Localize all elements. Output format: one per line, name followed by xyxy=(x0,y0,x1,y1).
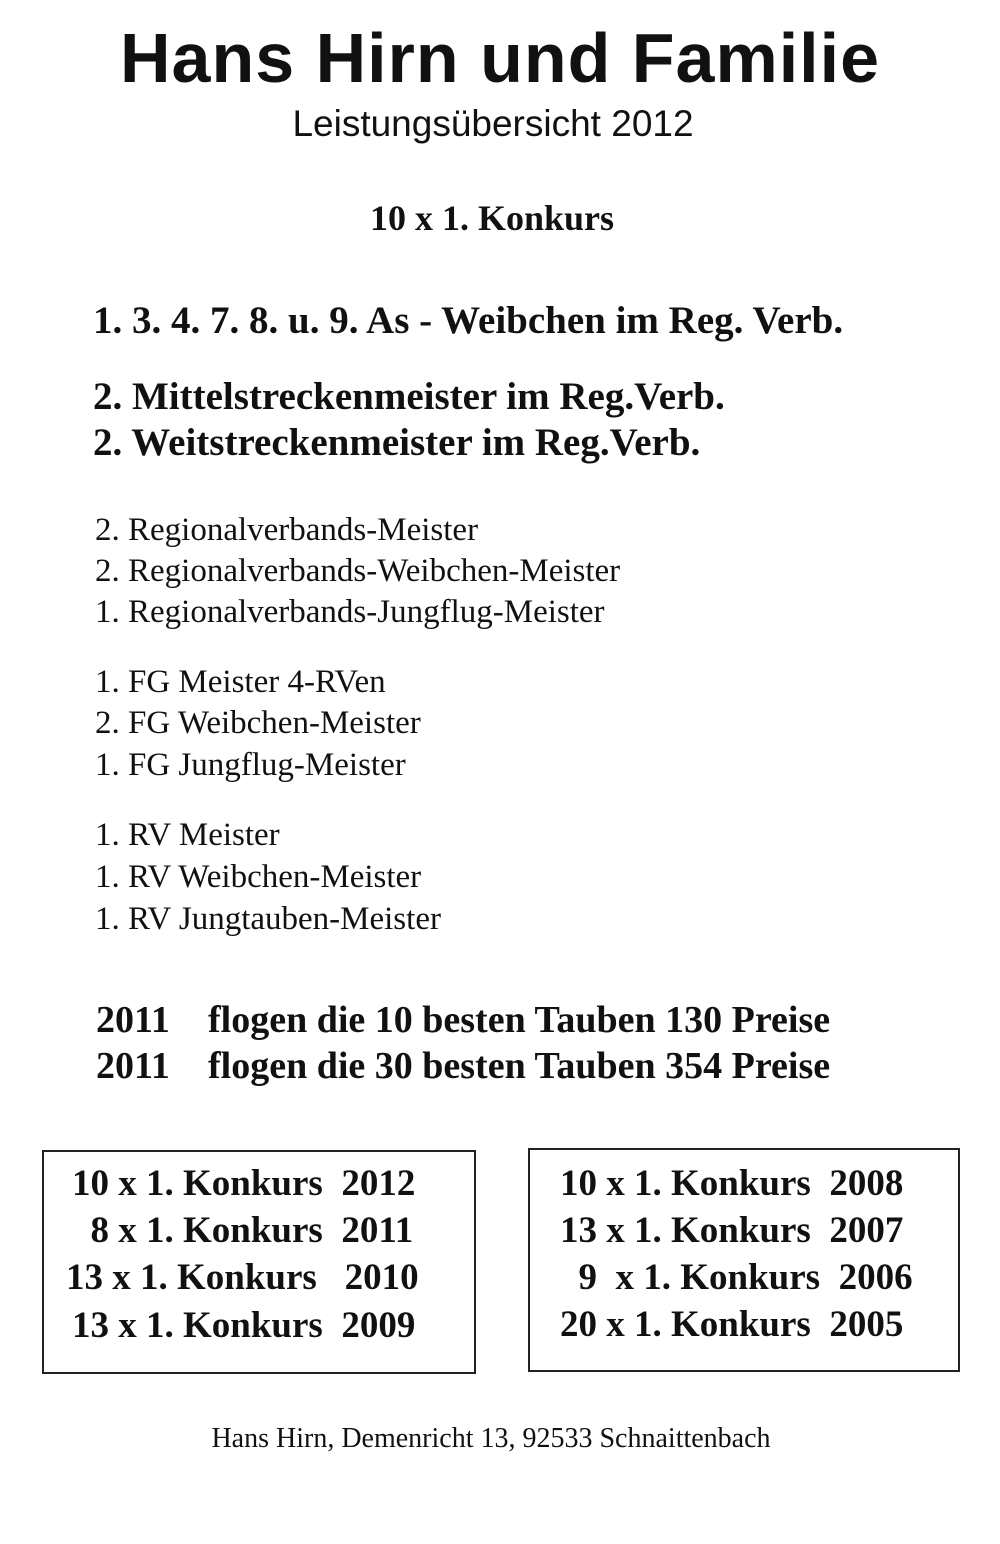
fg-line: 2. FG Weibchen-Meister xyxy=(95,705,421,741)
preise-line xyxy=(96,1044,830,1088)
rv-line: 1. RV Jungtauben-Meister xyxy=(95,901,441,937)
konkurs-history-row: 13 x 1. Konkurs 2010 xyxy=(66,1257,419,1298)
regional-line: 2. Regionalverbands-Weibchen-Meister xyxy=(95,553,621,589)
preise-year: 2011 xyxy=(96,999,170,1041)
konkurs-history-box-right xyxy=(528,1148,960,1372)
konkurs-history-row: 13 x 1. Konkurs 2007 xyxy=(560,1210,904,1251)
as-weibchen-line: 1. 3. 4. 7. 8. u. 9. As - Weibchen im Reg. Verb. xyxy=(93,299,844,342)
konkurs-history-row: 10 x 1. Konkurs 2008 xyxy=(560,1163,904,1204)
preise-year: 2011 xyxy=(96,1045,170,1087)
konkurs-history-row: 8 x 1. Konkurs 2011 xyxy=(72,1210,414,1251)
konkurs-heading: 10 x 1. Konkurs xyxy=(369,198,615,238)
konkurs-history-row: 9 x 1. Konkurs 2006 xyxy=(560,1257,913,1298)
preise-text: flogen die 30 besten Tauben 354 Preise xyxy=(208,1045,831,1087)
fg-line: 1. FG Jungflug-Meister xyxy=(95,747,406,783)
page-title: Hans Hirn und Familie xyxy=(120,19,880,97)
fg-line: 1. FG Meister 4-RVen xyxy=(95,664,386,700)
rv-line: 1. RV Meister xyxy=(95,817,280,853)
mittelstrecken-line: 2. Mittelstreckenmeister im Reg.Verb. xyxy=(93,375,725,418)
regional-line: 2. Regionalverbands-Meister xyxy=(95,512,479,548)
page-subtitle: Leistungsübersicht 2012 xyxy=(292,103,694,144)
rv-line: 1. RV Weibchen-Meister xyxy=(95,859,422,895)
weitstrecken-line: 2. Weitstreckenmeister im Reg.Verb. xyxy=(93,421,701,464)
preise-text: flogen die 10 besten Tauben 130 Preise xyxy=(208,999,831,1041)
konkurs-history-row: 10 x 1. Konkurs 2012 xyxy=(72,1163,416,1204)
preise-line xyxy=(96,998,830,1042)
footer-address: Hans Hirn, Demenricht 13, 92533 Schnaittenbach xyxy=(211,1423,771,1454)
konkurs-history-row: 20 x 1. Konkurs 2005 xyxy=(560,1304,904,1345)
konkurs-history-row: 13 x 1. Konkurs 2009 xyxy=(72,1305,416,1346)
konkurs-history-box-left xyxy=(42,1150,476,1374)
regional-line: 1. Regionalverbands-Jungflug-Meister xyxy=(95,594,605,630)
